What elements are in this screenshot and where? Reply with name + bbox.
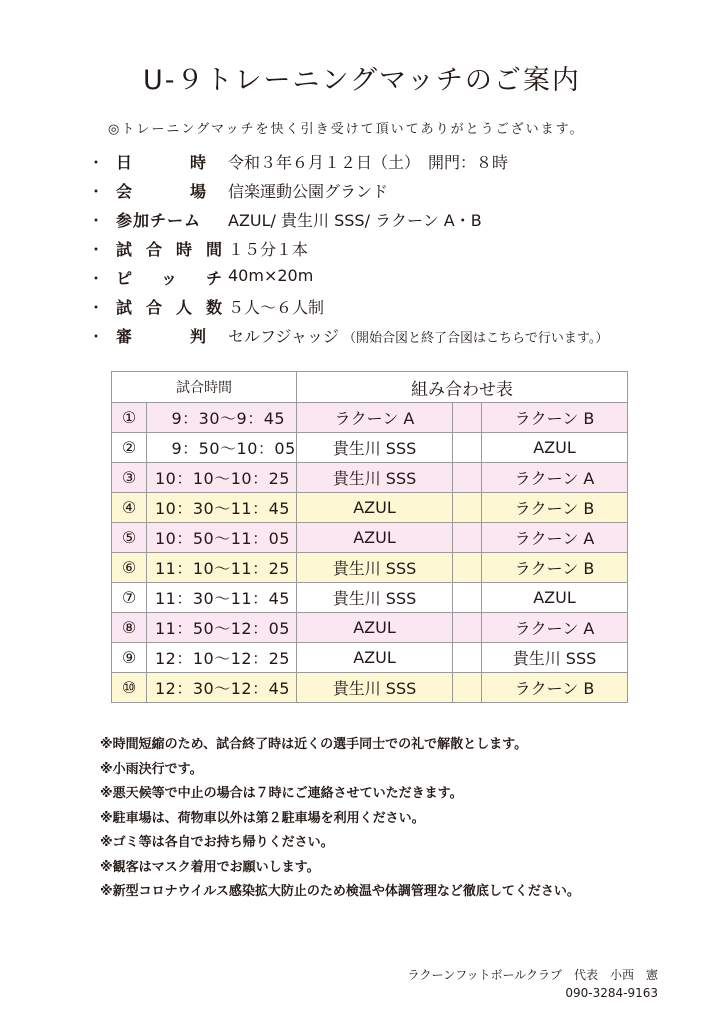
info-label-char: 合 xyxy=(145,298,162,317)
note-item: ※ゴミ等は各自でお持ち帰りください。 xyxy=(100,835,334,850)
info-label-char: 間 xyxy=(205,240,222,259)
footer xyxy=(408,966,658,1002)
team-home: 貴生川 SSS xyxy=(297,463,453,493)
team-home: ラクーン A xyxy=(297,403,453,433)
note-item: ※駐車場は、荷物車以外は第２駐車場を利用ください。 xyxy=(100,810,425,826)
match-number: ⑥ xyxy=(112,553,147,583)
info-label xyxy=(116,266,222,289)
schedule-row xyxy=(112,553,628,583)
team-away: AZUL xyxy=(482,433,628,463)
match-number: ⑦ xyxy=(112,583,147,613)
team-away: ラクーン B xyxy=(482,553,628,583)
schedule-row xyxy=(112,523,628,553)
match-number: ⑤ xyxy=(112,523,147,553)
info-label-char: 試 xyxy=(116,298,133,317)
info-label-char: チ xyxy=(205,269,222,288)
team-away: AZUL xyxy=(482,583,628,613)
bullet: ・ xyxy=(88,240,105,259)
info-label xyxy=(116,150,206,173)
team-away: ラクーン A xyxy=(482,613,628,643)
match-time: 10：30～11：45 xyxy=(147,493,297,523)
match-number: ⑨ xyxy=(112,643,147,673)
info-label xyxy=(116,237,222,260)
team-home: AZUL xyxy=(297,613,453,643)
bullet: ・ xyxy=(88,211,105,230)
note-item: ※新型コロナウイルス感染拡大防止のため検温や体調管理など徹底してください。 xyxy=(100,884,580,899)
bullet: ・ xyxy=(88,182,105,201)
bullet: ・ xyxy=(88,327,105,346)
team-home: 貴生川 SSS xyxy=(297,433,453,463)
info-value xyxy=(228,150,508,173)
team-home: AZUL xyxy=(297,643,453,673)
info-label-char: ピ xyxy=(116,269,133,288)
match-number: ③ xyxy=(112,463,147,493)
match-number: ① xyxy=(112,403,147,433)
bullet: ・ xyxy=(88,298,105,317)
info-value xyxy=(228,179,388,202)
info-label-char: 審 xyxy=(116,327,133,346)
info-value-text: ５人～６人制 xyxy=(228,298,325,317)
spacer xyxy=(453,403,482,433)
info-label-char: 合 xyxy=(145,240,162,259)
team-home: 貴生川 SSS xyxy=(297,673,453,703)
note-item: ※悪天候等で中止の場合は７時にご連絡させていただきます。 xyxy=(100,786,463,801)
info-label-char: 数 xyxy=(205,298,222,317)
header-matchups: 組み合わせ表 xyxy=(297,372,628,403)
info-row xyxy=(88,148,688,177)
team-home: AZUL xyxy=(297,523,453,553)
team-away: ラクーン A xyxy=(482,463,628,493)
note-item: ※小雨決行です。 xyxy=(100,761,203,777)
schedule-row xyxy=(112,673,628,703)
schedule-row xyxy=(112,433,628,463)
schedule-row xyxy=(112,643,628,673)
spacer xyxy=(453,493,482,523)
header-match-time: 試合時間 xyxy=(112,372,297,403)
team-away: ラクーン B xyxy=(482,673,628,703)
team-away: ラクーン B xyxy=(482,493,628,523)
team-away: ラクーン A xyxy=(482,523,628,553)
info-value-text: 信楽運動公園グランド xyxy=(228,182,389,201)
team-away: 貴生川 SSS xyxy=(482,643,628,673)
info-label-char: 場 xyxy=(189,182,206,201)
info-row xyxy=(88,206,688,235)
info-value-text: 令和３年６月１２日（土） 開門：８時 xyxy=(228,153,509,172)
info-value xyxy=(228,266,313,285)
spacer xyxy=(453,643,482,673)
team-home: 貴生川 SSS xyxy=(297,583,453,613)
info-label-char: 日 xyxy=(116,153,133,172)
info-label-char: 人 xyxy=(175,298,192,317)
event-info-list xyxy=(88,148,688,351)
match-time: 9：50～10：05 xyxy=(147,433,297,463)
spacer xyxy=(453,553,482,583)
team-home: AZUL xyxy=(297,493,453,523)
schedule-row xyxy=(112,463,628,493)
spacer xyxy=(453,673,482,703)
note-item: ※時間短縮のため、試合終了時は近くの選手同士での礼で解散とします。 xyxy=(100,737,528,752)
match-time: 11：50～12：05 xyxy=(147,613,297,643)
info-row xyxy=(88,293,688,322)
match-time: 12：10～12：25 xyxy=(147,643,297,673)
info-label-char: 試 xyxy=(116,240,133,259)
schedule-row xyxy=(112,583,628,613)
info-label xyxy=(116,295,222,318)
info-label-char: 判 xyxy=(189,327,206,346)
info-row xyxy=(88,322,688,351)
info-label xyxy=(116,324,206,347)
match-time: 12：30～12：45 xyxy=(147,673,297,703)
match-time: 9：30～9：45 xyxy=(147,403,297,433)
spacer xyxy=(453,583,482,613)
schedule-row xyxy=(112,493,628,523)
schedule-table xyxy=(111,371,628,703)
info-value-text: セルフジャッジ xyxy=(228,327,340,346)
info-label xyxy=(116,208,201,231)
info-label-char: 時 xyxy=(175,240,192,259)
team-away: ラクーン B xyxy=(482,403,628,433)
match-time: 11：30～11：45 xyxy=(147,583,297,613)
info-value xyxy=(228,295,324,318)
team-home: 貴生川 SSS xyxy=(297,553,453,583)
match-time: 10：50～11：05 xyxy=(147,523,297,553)
note-item: ※観客はマスク着用でお願いします。 xyxy=(100,859,320,875)
schedule-row xyxy=(112,403,628,433)
match-number: ⑧ xyxy=(112,613,147,643)
info-value-text: AZUL/ 貴生川 SSS/ ラクーン A・B xyxy=(228,211,482,230)
info-value xyxy=(228,208,482,231)
spacer xyxy=(453,463,482,493)
info-value xyxy=(228,324,608,347)
info-label-char: 会 xyxy=(116,182,133,201)
spacer xyxy=(453,613,482,643)
bullet: ・ xyxy=(88,153,105,172)
match-number: ④ xyxy=(112,493,147,523)
notes-list xyxy=(100,733,580,905)
info-value-text: １５分１本 xyxy=(228,240,309,259)
intro-text: ◎トレーニングマッチを快く引き受けて頂いてありがとうございます。 xyxy=(108,122,585,137)
info-row xyxy=(88,177,688,206)
info-label-char: 時 xyxy=(189,153,206,172)
info-label-char: ッ xyxy=(160,269,177,288)
info-row xyxy=(88,264,688,293)
schedule-row xyxy=(112,613,628,643)
match-number: ⑩ xyxy=(112,673,147,703)
info-value-text: 40m×20m xyxy=(228,266,314,285)
info-label-char: 参加チーム xyxy=(116,211,202,230)
info-label xyxy=(116,179,206,202)
spacer xyxy=(453,523,482,553)
match-time: 10：10～10：25 xyxy=(147,463,297,493)
spacer xyxy=(453,433,482,463)
info-value-note: （開始合図と終了合図はこちらで行います。） xyxy=(343,331,609,346)
match-time: 11：10～11：25 xyxy=(147,553,297,583)
contact-phone: 090-3284-9163 xyxy=(565,986,658,1000)
schedule-header-row xyxy=(112,372,628,403)
info-row xyxy=(88,235,688,264)
document-title: U-９トレーニングマッチのご案内 xyxy=(143,65,581,96)
bullet: ・ xyxy=(88,269,105,288)
match-number: ② xyxy=(112,433,147,463)
organizer-name: ラクーンフットボールクラブ 代表 小西 憲 xyxy=(407,968,658,982)
info-value xyxy=(228,237,308,260)
